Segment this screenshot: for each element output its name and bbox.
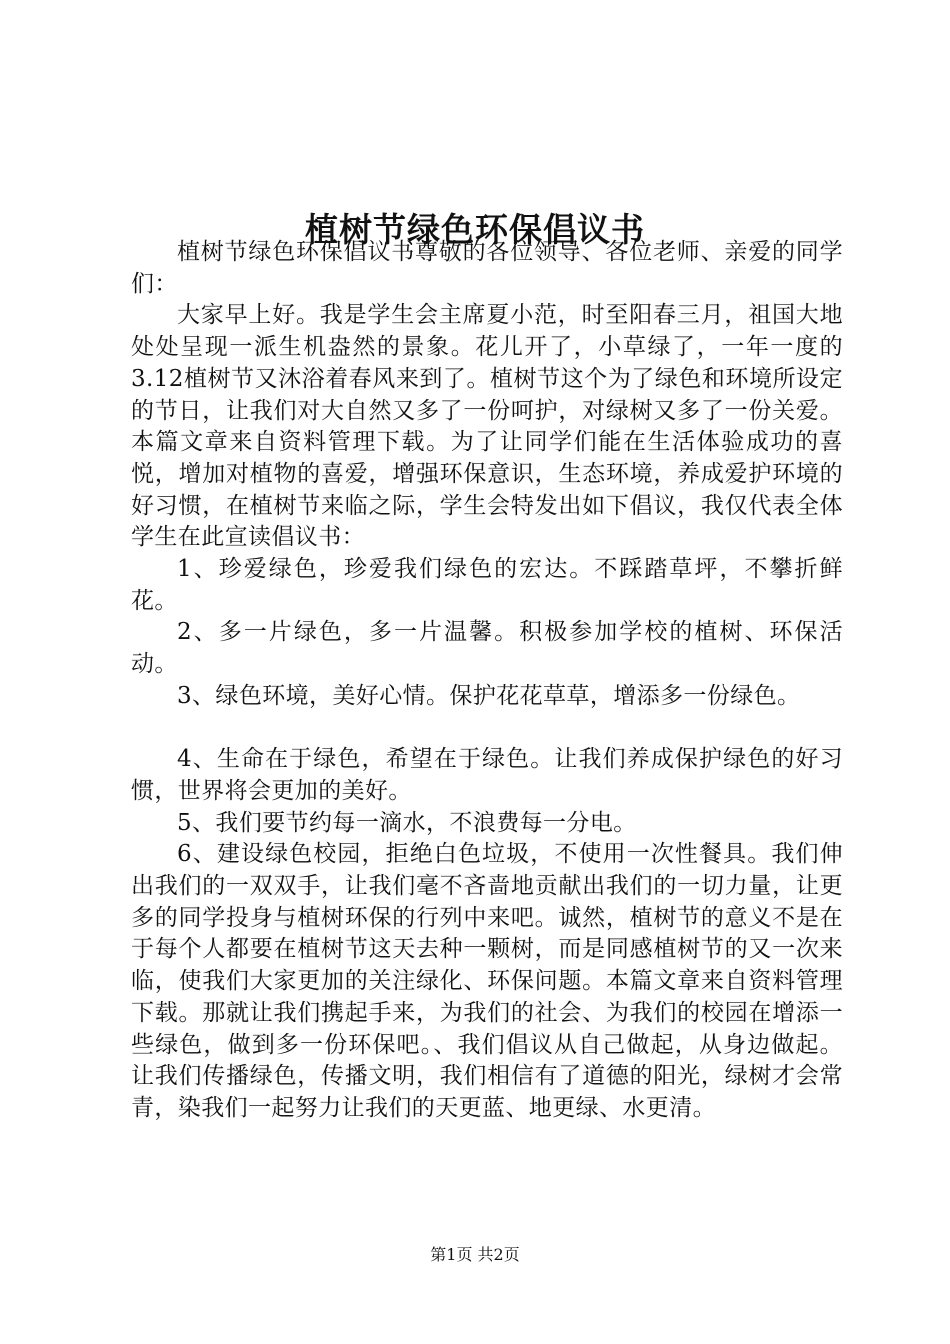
document-body	[131, 237, 843, 1125]
intro-paragraph: 大家早上好。我是学生会主席夏小范，时至阳春三月，祖国大地处处呈现一派生机盎然的景象。花儿开了，小草绿了，一年一度的3.12植树节又沐浴着春风来到了。植树节这个为了绿色和环境所设定的节日，让我们对大自然又多了一份呵护，对绿树又多了一份关爱。本篇文章来自资料管理下载。为了让同学们能在生活体验成功的喜悦，增加对植物的喜爱，增强环保意识，生态环境，养成爱护环境的好习惯，在植树节来临之际，学生会特发出如下倡议，我仅代表全体学生在此宣读倡议书：	[131, 302, 843, 551]
page-number-footer: 第1页 共2页	[430, 1245, 520, 1264]
proposal-item-6: 6、建设绿色校园，拒绝白色垃圾，不使用一次性餐具。我们伸出我们的一双双手，让我们毫不吝啬地贡献出我们的一切力量，让更多的同学投身与植树环保的行列中来吧。诚然，植树节的意义不是在于每个人都要在植树节这天去种一颗树，而是同感植树节的又一次来临，使我们大家更加的关注绿化、环保问题。本篇文章来自资料管理下载。那就让我们携起手来，为我们的社会、为我们的校园在增添一些绿色，做到多一份环保吧。、我们倡议从自己做起，从身边做起。让我们传播绿色，传播文明，我们相信有了道德的阳光，绿树才会常青，染我们一起努力让我们的天更蓝、地更绿、水更清。	[131, 841, 843, 1121]
proposal-item-1: 1、珍爱绿色，珍爱我们绿色的宏达。不踩踏草坪，不攀折鲜花。	[131, 556, 843, 614]
proposal-item-2: 2、多一片绿色，多一片温馨。积极参加学校的植树、环保活动。	[131, 619, 843, 678]
proposal-item-3: 3、绿色环境，美好心情。保护花花草草，增添多一份绿色。	[177, 682, 801, 709]
document-title: 植树节绿色环保倡议书	[305, 210, 645, 250]
proposal-item-4: 4、生命在于绿色，希望在于绿色。让我们养成保护绿色的好习惯，世界将会更加的美好。	[131, 746, 843, 804]
paragraph-spacer	[131, 713, 843, 745]
proposal-item-5: 5、我们要节约每一滴水，不浪费每一分电。	[177, 809, 637, 836]
salutation-paragraph: 植树节绿色环保倡议书尊敬的各位领导、各位老师、亲爱的同学们：	[131, 239, 843, 297]
